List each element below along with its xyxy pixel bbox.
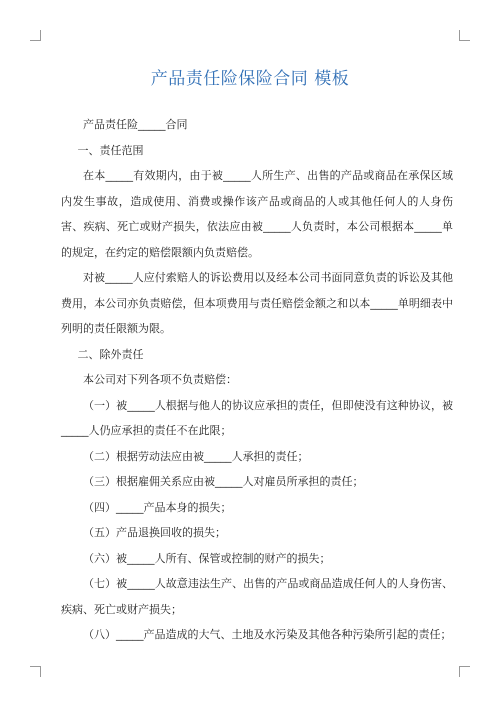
exclusions-intro: 本公司对下列各项不负责赔偿： xyxy=(83,373,237,386)
exclusion-item: （五）产品退换回收的损失； xyxy=(83,526,226,539)
crop-mark-top-right xyxy=(459,30,470,41)
section-heading-exclusions: 二、除外责任 xyxy=(77,347,144,361)
contract-name: 产品责任险_____合同 xyxy=(83,118,188,131)
exclusion-item: （二）根据劳动法应由被_____人承担的责任； xyxy=(83,449,309,463)
document-title: 产品责任险保险合同 模板 xyxy=(150,69,350,89)
crop-mark-top-left xyxy=(30,30,41,41)
crop-mark-bottom-left xyxy=(30,666,41,677)
coverage-paragraph-1: 在本_____有效期内，由于被_____人所生产、出售的产品或商品在承保区域内发生事故，造成使用、消费或操作该产品或商品的人或其他任何人的人身伤害、疾病、死亡或财产损失，依法应由被_____人负责时，本公司根据本_____单的规定，在约定的赔偿限额内负责赔偿。 xyxy=(61,169,453,259)
crop-mark-bottom-right xyxy=(459,666,470,677)
exclusion-item: （六）被_____人所有、保管或控制的财产的损失； xyxy=(83,551,331,565)
exclusion-item: （三）根据雇佣关系应由被_____人对雇员所承担的责任； xyxy=(83,475,364,488)
exclusion-item: （八）_____产品造成的大气、土地及水污染及其他各种污染所引起的责任； xyxy=(83,628,452,641)
document-body xyxy=(61,112,453,648)
coverage-paragraph-2: 对被_____人应付索赔人的诉讼费用以及经本公司书面同意负责的诉讼及其他费用，本公司亦负责赔偿，但本项费用与责任赔偿金额之和以本_____单明细表中列明的责任限额为限。 xyxy=(61,271,453,335)
exclusion-item: （四）_____产品本身的损失； xyxy=(83,500,232,514)
exclusion-item: （七）被_____人故意违法生产、出售的产品或商品造成任何人的人身伤害、疾病、死亡或财产损失； xyxy=(61,577,453,616)
section-heading-coverage: 一、责任范围 xyxy=(77,143,144,157)
exclusion-item: （一）被_____人根据与他人的协议应承担的责任，但即使没有这种协议，被_____人仍应承担的责任不在此限； xyxy=(61,398,453,437)
